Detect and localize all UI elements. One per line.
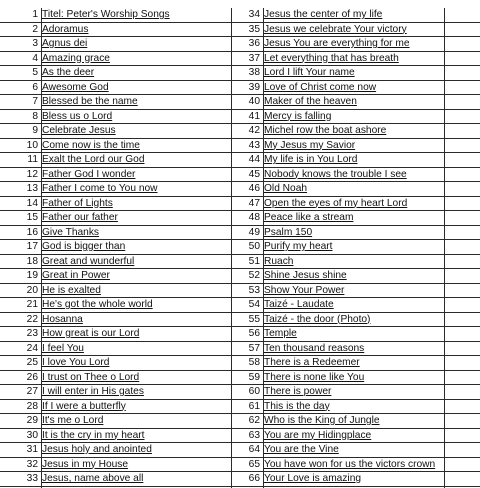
row-number-left: 1 — [32, 9, 38, 20]
song-title-right: My Jesus my Savior — [264, 139, 356, 151]
row-number-left: 24 — [26, 342, 38, 354]
song-title-right: Mercy is falling — [264, 110, 332, 122]
song-title-left: Father I come to You now — [42, 183, 158, 194]
song-title-left: Jesus holy and anointed — [42, 444, 152, 455]
row-number-right: 64 — [248, 444, 260, 455]
song-title-left: Hosanna — [42, 313, 83, 325]
row-number-left: 4 — [32, 52, 38, 64]
song-title-right: Taizé - the door (Photo) — [264, 313, 371, 325]
song-title-right: Michel row the boat ashore — [264, 125, 387, 136]
row-number-left: 6 — [32, 81, 38, 93]
song-title-left: Exalt the Lord our God — [42, 154, 145, 165]
song-title-right: Who is the King of Jungle — [264, 415, 380, 426]
row-number-left: 9 — [32, 125, 38, 136]
song-title-left: I trust on Thee o Lord — [42, 371, 140, 383]
row-number-left: 25 — [26, 357, 38, 368]
song-title-right: Your Love is amazing — [264, 473, 362, 484]
table-row — [0, 81, 480, 96]
row-number-right: 45 — [248, 168, 260, 180]
table-row — [0, 458, 480, 473]
row-number-right: 62 — [248, 415, 260, 426]
row-number-right: 44 — [248, 154, 260, 165]
song-title-left: I will enter in His gates — [42, 386, 144, 397]
row-number-right: 35 — [248, 23, 260, 35]
row-number-left: 20 — [26, 284, 38, 296]
row-number-left: 11 — [27, 154, 38, 165]
table-row — [0, 429, 480, 444]
row-number-left: 26 — [26, 371, 38, 383]
song-title-right: Jesus the center of my life — [264, 9, 383, 20]
row-number-right: 52 — [248, 270, 260, 281]
row-number-left: 33 — [26, 473, 38, 484]
table-row — [0, 342, 480, 357]
row-number-right: 36 — [248, 38, 260, 49]
song-title-right: Taizé - Laudate — [264, 299, 334, 310]
row-number-right: 58 — [248, 357, 260, 368]
song-title-right: Temple — [264, 328, 297, 339]
table-row — [0, 226, 480, 241]
song-title-left: He is exalted — [42, 284, 101, 296]
song-title-right: Show Your Power — [264, 284, 345, 296]
song-title-left: Adoramus — [42, 23, 89, 35]
row-number-left: 19 — [26, 270, 38, 281]
table-row — [0, 182, 480, 197]
table-row — [0, 110, 480, 125]
song-title-right: There is a Redeemer — [264, 357, 360, 368]
song-title-right: This is the day — [264, 400, 330, 412]
row-number-left: 15 — [26, 212, 38, 223]
table-row — [0, 240, 480, 255]
song-title-right: You are the Vine — [264, 444, 339, 455]
song-title-left: Titel: Peter's Worship Songs — [42, 9, 170, 20]
table-row — [0, 168, 480, 183]
table-row — [0, 356, 480, 371]
row-number-right: 48 — [248, 212, 260, 223]
row-number-right: 56 — [248, 328, 260, 339]
song-title-left: Great in Power — [42, 270, 110, 281]
table-row — [0, 414, 480, 429]
row-number-right: 40 — [248, 96, 260, 107]
song-title-left: It's me o Lord — [42, 415, 104, 426]
song-title-right: You have won for us the victors crown — [264, 458, 436, 470]
row-number-right: 47 — [248, 197, 260, 209]
row-number-right: 60 — [248, 386, 260, 397]
row-number-right: 50 — [248, 241, 260, 252]
row-number-left: 13 — [26, 183, 38, 194]
row-number-right: 61 — [248, 400, 260, 412]
row-number-right: 53 — [248, 284, 260, 296]
row-number-right: 37 — [248, 52, 260, 64]
table-row — [0, 139, 480, 154]
song-title-right: Jesus we celebrate Your victory — [264, 23, 407, 35]
row-number-left: 8 — [32, 110, 38, 122]
row-number-right: 42 — [248, 125, 260, 136]
song-title-right: Ten thousand reasons — [264, 342, 365, 354]
row-number-left: 7 — [32, 96, 38, 107]
song-title-right: My life is in You Lord — [264, 154, 358, 165]
table-row — [0, 443, 480, 458]
song-title-right: You are my Hidingplace — [264, 429, 372, 441]
table-row — [0, 95, 480, 110]
row-number-right: 46 — [248, 183, 260, 194]
row-number-left: 22 — [26, 313, 38, 325]
row-number-left: 17 — [26, 241, 38, 252]
row-number-left: 18 — [26, 255, 38, 267]
song-title-left: Father our father — [42, 212, 118, 223]
row-number-left: 28 — [26, 400, 38, 412]
table-row — [0, 298, 480, 313]
row-number-left: 2 — [32, 23, 38, 35]
table-row — [0, 23, 480, 38]
table-row — [0, 52, 480, 67]
row-number-left: 10 — [26, 139, 38, 151]
song-title-right: Let everything that has breath — [264, 52, 399, 64]
song-title-left: I love You Lord — [42, 357, 110, 368]
song-title-right: Open the eyes of my heart Lord — [264, 197, 408, 209]
row-number-right: 43 — [248, 139, 260, 151]
row-number-right: 55 — [248, 313, 260, 325]
song-title-right: Peace like a stream — [264, 212, 354, 223]
song-title-left: Great and wunderful — [42, 255, 135, 267]
table-row — [0, 37, 480, 52]
table-row — [0, 284, 480, 299]
song-title-left: God is bigger than — [42, 241, 126, 252]
song-title-left: Give Thanks — [42, 226, 100, 238]
song-title-right: Lord I lift Your name — [264, 67, 355, 78]
song-title-right: There is none like You — [264, 371, 365, 383]
song-title-left: Amazing grace — [42, 52, 110, 64]
table-row — [0, 153, 480, 168]
row-number-right: 59 — [248, 371, 260, 383]
song-title-left: Celebrate Jesus — [42, 125, 116, 136]
table-row — [0, 8, 480, 23]
row-number-right: 65 — [248, 458, 260, 470]
song-title-right: Ruach — [264, 255, 294, 267]
table-row — [0, 269, 480, 284]
table-row — [0, 124, 480, 139]
song-title-right: Psalm 150 — [264, 226, 313, 238]
table-row — [0, 385, 480, 400]
song-title-left: Jesus in my House — [42, 458, 129, 470]
row-number-right: 51 — [248, 255, 260, 267]
row-number-right: 41 — [248, 110, 260, 122]
table-row — [0, 327, 480, 342]
row-number-right: 34 — [248, 9, 260, 20]
row-number-left: 23 — [26, 328, 38, 339]
row-number-left: 16 — [26, 226, 38, 238]
song-title-left: As the deer — [42, 67, 95, 78]
song-title-right: Shine Jesus shine — [264, 270, 347, 281]
song-title-left: Awesome God — [42, 81, 109, 93]
song-title-left: Father of Lights — [42, 197, 113, 209]
row-number-right: 57 — [248, 342, 260, 354]
table-row — [0, 371, 480, 386]
row-number-left: 27 — [26, 386, 38, 397]
row-number-left: 3 — [32, 38, 38, 49]
song-title-left: If I were a butterfly — [42, 400, 126, 412]
table-row — [0, 255, 480, 270]
song-title-right: Nobody knows the trouble I see — [264, 168, 407, 180]
table-row — [0, 66, 480, 81]
row-number-left: 31 — [26, 444, 38, 455]
song-title-right: There is power — [264, 386, 332, 397]
table-row — [0, 313, 480, 328]
row-number-right: 63 — [248, 429, 260, 441]
song-title-right: Maker of the heaven — [264, 96, 357, 107]
table-row — [0, 197, 480, 212]
song-title-left: Blessed be the name — [42, 96, 138, 107]
row-number-right: 54 — [248, 299, 260, 310]
row-number-left: 12 — [26, 168, 38, 180]
row-number-right: 38 — [248, 67, 260, 78]
row-number-right: 49 — [248, 226, 260, 238]
song-title-right: Jesus You are everything for me — [264, 38, 410, 49]
song-title-left: Father God I wonder — [42, 168, 136, 180]
row-number-right: 39 — [248, 81, 260, 93]
song-title-right: Love of Christ come now — [264, 81, 377, 93]
song-title-left: I feel You — [42, 342, 84, 354]
row-number-right: 66 — [248, 473, 260, 484]
song-title-left: How great is our Lord — [42, 328, 140, 339]
song-title-left: Bless us o Lord — [42, 110, 113, 122]
table-row — [0, 472, 480, 487]
song-title-left: Jesus, name above all — [42, 473, 144, 484]
song-title-left: He's got the whole world — [42, 299, 153, 310]
row-number-left: 29 — [26, 415, 38, 426]
row-number-left: 32 — [26, 458, 38, 470]
row-number-left: 30 — [26, 429, 38, 441]
table-row — [0, 400, 480, 415]
song-title-left: Come now is the time — [42, 139, 140, 151]
song-title-right: Old Noah — [264, 183, 308, 194]
song-title-left: Agnus dei — [42, 38, 88, 49]
table-row — [0, 211, 480, 226]
song-title-left: It is the cry in my heart — [42, 429, 145, 441]
row-number-left: 5 — [32, 67, 38, 78]
song-list-table — [0, 8, 480, 487]
row-number-left: 21 — [26, 299, 38, 310]
row-number-left: 14 — [26, 197, 38, 209]
song-title-right: Purify my heart — [264, 241, 333, 252]
